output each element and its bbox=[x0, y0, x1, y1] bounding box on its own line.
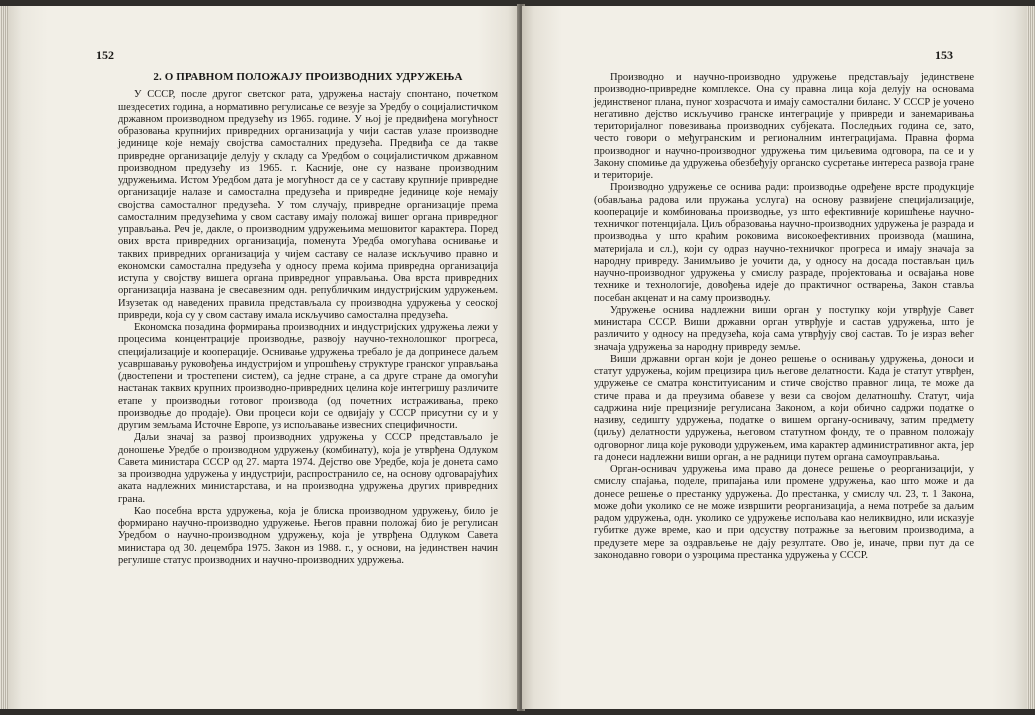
right-paragraph-5: Орган-оснивач удружења има право да донесе решење о реорганизацији, у смислу спајања, поделе, припајања или промене удружења, као што може и да донесе решење о престанку удружења. До престанка, у смислу чл. 23, т. 1 Закона, може доћи уколико се не може извршити реорганизација, а нема потребе за даљим радом удружења, одн. уколико се удружење испољава као неликвидно, или исказује губитке дуже време, као и при одсуству потражње за његовим производима, а предузете мере за оздрављење не дају резултате. Ово је, иначе, први пут да се законодавно говори о узроцима престанка удружења у СССР. bbox=[594, 464, 974, 561]
right-page-edge bbox=[1027, 6, 1035, 709]
page-number-right: 153 bbox=[935, 48, 953, 62]
right-paragraph-2: Производно удружење се оснива ради: производње одређене врсте продукције (обављања радова или пружања услуга) на основу развијене специјализације, кооперације и комбиновања производње, уз што ефективније коришћење научно-техничког потенцијала. Циљ образовања научно-производних удружења је разрада и производња у што краћим роковима високоефективних производа (машина, материјала и сл.), који су одраз научно-техничког прогреса и имају значаја за народну привреду. Занимљиво је уочити да, у односу на досада постављан циљ научно-производног удружења у смислу разраде, пројектовања и освајања нове технике и технологије, довођења идеје до практичног остварења, Закон ставља посебан акценат и на саму производњу. bbox=[594, 182, 974, 304]
section-heading: 2. О ПРАВНОМ ПОЛОЖАЈУ ПРОИЗВОДНИХ УДРУЖЕЊА bbox=[153, 71, 463, 83]
left-paragraph-1: У СССР, после другог светског рата, удружења настају спонтано, почетком шездесетих година, а нормативно регулисање се везује за Уредбу о социјалистичком државном производном предузећу из 1965. године. У њој је предвиђена могућност образовања крупнијих привредних организација у чији састав улазе производне јединице које немају својства самосталних предузећа. Предвиђа се да такве привредне организације делују у складу са Уредбом о социјалистичком државном производном предузећу из 1965. г. Касније, оне су назване производним удружењима. Истом Уредбом дата је могућност да се у саставу крупније привредне организације налазе и самостална предузећа и привредне јединице које немају својства самосталног предузећа. У том случају, привредне организације према самосталним предузећима у свом саставу имају положај вишег органа привредног управљања. Реч је, дакле, о производним удружењима мешовитог карактера. Поред ових врста привредних организација, поменута Уредба омогућава оснивање и таквих привредних организација у чијем саставу се налазе искључиво правно и економски самостална предузећа у односу према којима привредна организација иступа у својству вишега органа привредног управљања. Ова врста привредних организација названа је свесавезним одн. републичким индустријским удружењем. Изузетак од наведених правила представљала су производна удружења у сеоској привреди, која су у свом саставу имала искључиво самостална предузећа. bbox=[118, 89, 498, 321]
left-page-edge bbox=[0, 6, 8, 709]
page-number-left: 152 bbox=[96, 48, 114, 62]
right-paragraph-4: Виши државни орган који је донео решење о оснивању удружења, доноси и статут удружења, којим прецизира циљ његове делатности. Када је статут утврђен, удружење се сматра конституисаним и стиче својство правног лица, те може да стиче права и да преузима обавезе у вези са својом делатношћу. Статут, чија садржина није прецизније регулисана Законом, а који обично садржи податке о називу, седишту удружења, податке о вишем органу-оснивачу, затим предмету (циљу) делатности удружења, његовом статутном фонду, те о правном положају одговорног лица које руководи удружењем, има карактер административног акта, јер га донеси надлежни виши орган, а не радници путем органа самоуправљања. bbox=[594, 353, 974, 463]
left-paragraph-4: Као посебна врста удружења, која је блиска производном удружењу, било је формирано научно-производно удружење. Његов правни положај био је регулисан Уредбом о научно-производном удружењу, која је утврђена Одлуком Савета министара од 30. децембра 1975. Закон из 1988. г., у основи, на јединствен начин регулише статус производних и научно-производних удружења. bbox=[118, 505, 498, 566]
right-page-text bbox=[594, 72, 974, 562]
left-paragraph-3: Даљи значај за развој производних удружења у СССР представљало је доношење Уредбе о производном удружењу (комбинату), која је утврђена Одлуком Савета министара СССР од 27. марта 1974. Дејство ове Уредбе, која је донета само за производна удружења у индустрији, распространило се, на основу одговарајућих аката надлежних министарстава, и на производна удружења других привредних грана. bbox=[118, 432, 498, 505]
right-paragraph-3: Удружење оснива надлежни виши орган у поступку који утврђује Савет министара СССР. Виши државни орган утврђује и састав удружења, што је различито у односу на предузећа, која сама утврђују свој састав. То је израз већег значаја удружења за народну привреду земље. bbox=[594, 304, 974, 353]
left-paragraph-2: Економска позадина формирања производних и индустријских удружења лежи у процесима концентрације производње, развоју научно-технолошког прогреса, специјализације и кооперације. Оснивање удружења требало је да допринесе даљем усавршавању руковођења индустријом и упрошћењу структуре гранског управљања (двостепени и тростепени систем), са једне стране, а са друге стране да омогући настанак таквих крупних производно-привредних целина које интегришу различите етапе у производњи готовог производа (од почетних истраживања, преко производње до продаје). Ови процеси који се одвијају у СССР присутни су и у другим земљама Источне Европе, уз испољавање извесних специфичности. bbox=[118, 322, 498, 431]
right-paragraph-1: Производно и научно-производно удружење представљају јединствене производно-привредне комплексе. Она су правна лица која делују на основама јединственог плана, пуног хозрасчота и имају самостални биланс. У СССР је уочено негативно дејство искључиво гранске интеграције у привреди и занемаривања територијалног повезивања производних субјеката. Последњих година се, зато, често говори о међугранским и регионалним интеграцијама. Правна форма производног и научно-производног удружења тим циљевима одговора, па се и у Закону спомиње да удружења обезбеђују органско сусретање интереса развоја гране и територије. bbox=[594, 72, 974, 181]
left-page-text bbox=[118, 71, 498, 567]
